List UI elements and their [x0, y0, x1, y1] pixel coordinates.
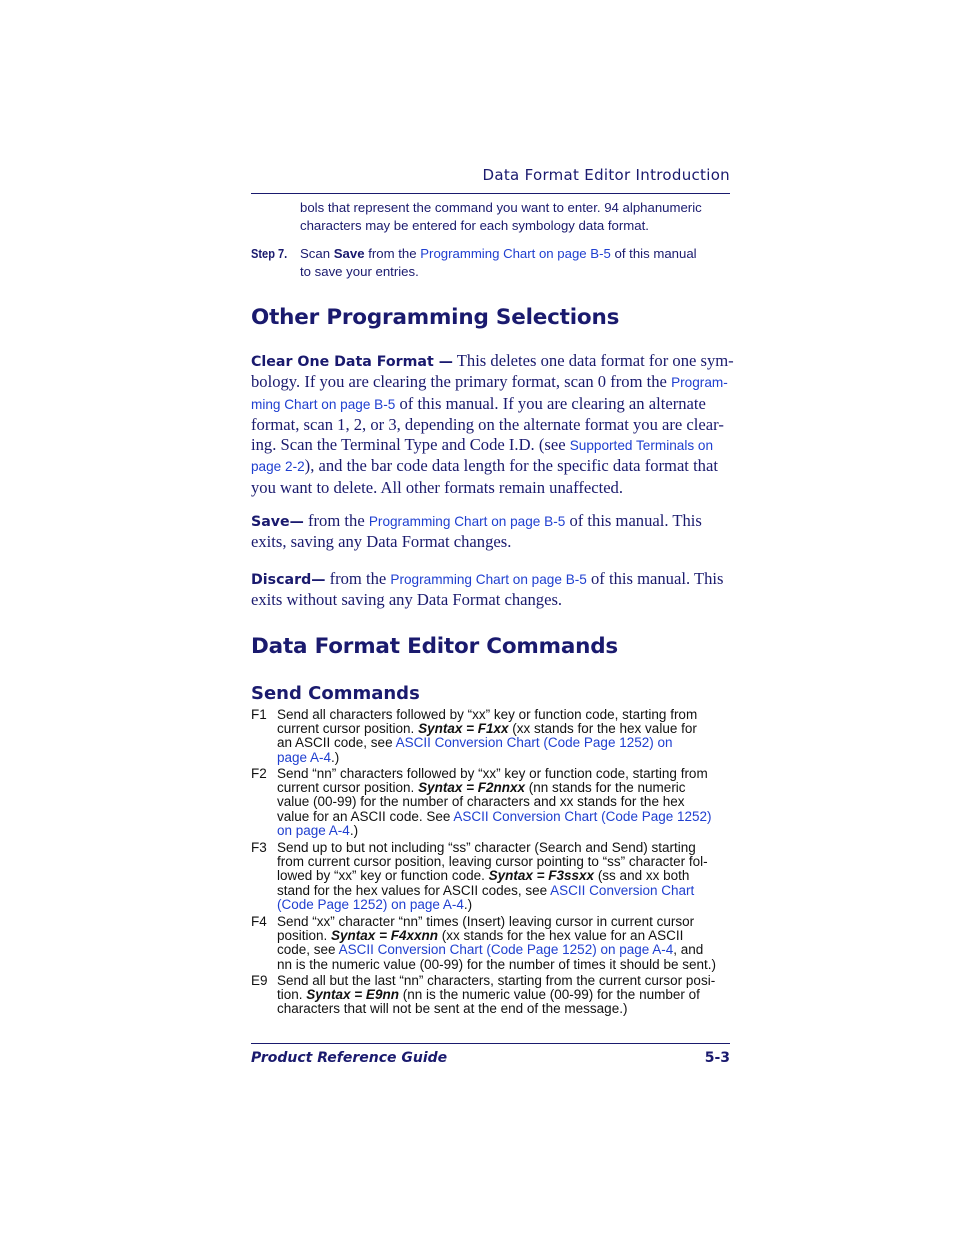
link-programming-chart[interactable]: Programming Chart on page B-5: [390, 572, 587, 587]
footer-rule: [251, 1043, 730, 1044]
text-line: bols that represent the command you want to enter. 94 alphanumeric: [300, 200, 702, 215]
command-code: E9: [251, 973, 268, 988]
step-body: [300, 245, 732, 281]
section-title-other-programming: Other Programming Selections: [251, 305, 620, 330]
text: .): [463, 896, 473, 912]
command-f1: [251, 708, 731, 765]
text: tion.: [277, 987, 307, 1003]
text-line: exits without saving any Data Format changes.: [251, 590, 563, 610]
link-ascii-chart[interactable]: ASCII Conversion Chart (Code Page 1252) on page A-4: [338, 942, 674, 958]
text: (nn stands for the numeric: [524, 780, 686, 796]
link-supported-terminals[interactable]: page 2-2: [251, 459, 305, 475]
text: This deletes one data format for one sym-: [452, 351, 734, 370]
text-line: exits, saving any Data Format changes.: [251, 532, 512, 552]
save-paragraph: [251, 511, 736, 553]
text-line: Send all but the last “nn” characters, starting from the current cursor posi-: [277, 973, 716, 988]
syntax: Syntax = F4xxnn: [331, 928, 438, 944]
syntax: Syntax = F3ssxx: [488, 868, 595, 884]
text: .): [331, 749, 340, 765]
text: from the: [325, 569, 391, 588]
running-header: Data Format Editor Introduction: [482, 166, 730, 184]
link-programming-chart[interactable]: Programming Chart on page B-5: [420, 246, 611, 261]
term-label: Clear One Data Format —: [251, 354, 453, 370]
command-code: F2: [251, 766, 267, 781]
footer-page-number: 5-3: [704, 1050, 730, 1066]
syntax: Syntax = F1xx: [418, 721, 509, 737]
text: code, see: [277, 942, 339, 958]
text-line: to save your entries.: [300, 264, 419, 279]
section-title-editor-commands: Data Format Editor Commands: [251, 634, 619, 659]
subsection-title-send-commands: Send Commands: [251, 683, 420, 704]
link-supported-terminals[interactable]: Supported Terminals on: [569, 438, 714, 454]
command-code: F1: [251, 707, 267, 722]
footer-guide-title: Product Reference Guide: [251, 1050, 448, 1066]
text: position.: [277, 928, 332, 944]
text-line: Send all characters followed by “xx” key or function code, starting from: [277, 707, 698, 722]
text: , and: [673, 942, 704, 958]
command-code: F3: [251, 840, 267, 855]
text: an ASCII code, see: [277, 735, 396, 751]
continuation-paragraph: [300, 199, 732, 235]
header-rule: [251, 193, 730, 194]
text: of this manual. This: [586, 569, 724, 588]
text-line: characters may be entered for each symbology data format.: [300, 218, 649, 233]
bold-text: Save: [333, 246, 365, 261]
command-f2: [251, 767, 731, 838]
text-line: format, scan 1, 2, or 3, depending on the alternate format you are clear-: [251, 414, 724, 434]
text: ing. Scan the Terminal Type and Code I.D. (see: [251, 435, 570, 455]
link-ascii-chart[interactable]: ASCII Conversion Chart (Code Page 1252) on: [395, 735, 673, 751]
text: value for an ASCII code. See: [277, 808, 454, 824]
text-line: Send “xx” character “nn” times (Insert) leaving cursor in current cursor: [277, 914, 695, 929]
term-label: Save—: [251, 514, 304, 530]
text: (xx stands for the hex value for an ASCII: [437, 928, 684, 944]
clear-one-paragraph: [251, 351, 736, 498]
step-label: Step 7.: [251, 246, 288, 261]
text: lowed by “xx” key or function code.: [277, 868, 489, 884]
syntax: Syntax = F2nnxx: [418, 780, 525, 796]
text-line: Send up to but not including “ss” character (Search and Send) starting: [277, 840, 696, 855]
text-line: nn is the numeric value (00-99) for the number of times it should be sent.): [277, 956, 716, 972]
text: of this manual. This: [565, 511, 702, 530]
term-label: Discard—: [251, 572, 326, 588]
link-ascii-chart[interactable]: (Code Page 1252) on page A-4: [277, 896, 464, 912]
link-ascii-chart[interactable]: ASCII Conversion Chart (Code Page 1252): [453, 808, 712, 824]
text: from the: [303, 511, 369, 530]
link-ascii-chart[interactable]: page A-4: [277, 749, 332, 765]
text-line: you want to delete. All other formats remain unaffected.: [251, 477, 624, 497]
text: (xx stands for the hex value for: [508, 721, 697, 737]
text: (ss and xx both: [594, 868, 690, 884]
text: current cursor position.: [277, 721, 419, 737]
text: current cursor position.: [277, 780, 419, 796]
text-line: Send “nn” characters followed by “xx” key or function code, starting from: [277, 766, 708, 781]
text: of this manual: [610, 246, 697, 261]
text-line: value (00-99) for the number of characters and xx stands for the hex: [277, 794, 685, 810]
text: (nn is the numeric value (00-99) for the number of: [398, 987, 700, 1003]
link-programming-chart[interactable]: Programming Chart on page B-5: [368, 514, 566, 529]
command-e9: [251, 974, 731, 1017]
text-line: characters that will not be sent at the end of the message.): [277, 1001, 628, 1017]
text: ), and the bar code data length for the specific data format that: [304, 456, 718, 476]
text: stand for the hex values for ASCII codes, see: [277, 882, 551, 898]
discard-paragraph: [251, 569, 736, 611]
step-7: [251, 245, 732, 279]
text-line: from current cursor position, leaving cursor pointing to “ss” character fol-: [277, 854, 708, 870]
command-f4: [251, 915, 731, 972]
syntax: Syntax = E9nn: [306, 987, 399, 1003]
command-f3: [251, 841, 731, 912]
text: Scan: [300, 246, 334, 261]
text: bology. If you are clearing the primary format, scan 0 from the: [251, 372, 672, 392]
link-ascii-chart[interactable]: ASCII Conversion Chart: [550, 882, 695, 898]
link-ascii-chart[interactable]: on page A-4: [277, 822, 350, 838]
text: of this manual. If you are clearing an alternate: [395, 393, 706, 413]
text: from the: [364, 246, 421, 261]
command-code: F4: [251, 914, 267, 929]
link-programming-chart[interactable]: ming Chart on page B-5: [251, 396, 396, 412]
link-programming-chart[interactable]: Program-: [671, 375, 728, 391]
text: .): [349, 822, 359, 838]
